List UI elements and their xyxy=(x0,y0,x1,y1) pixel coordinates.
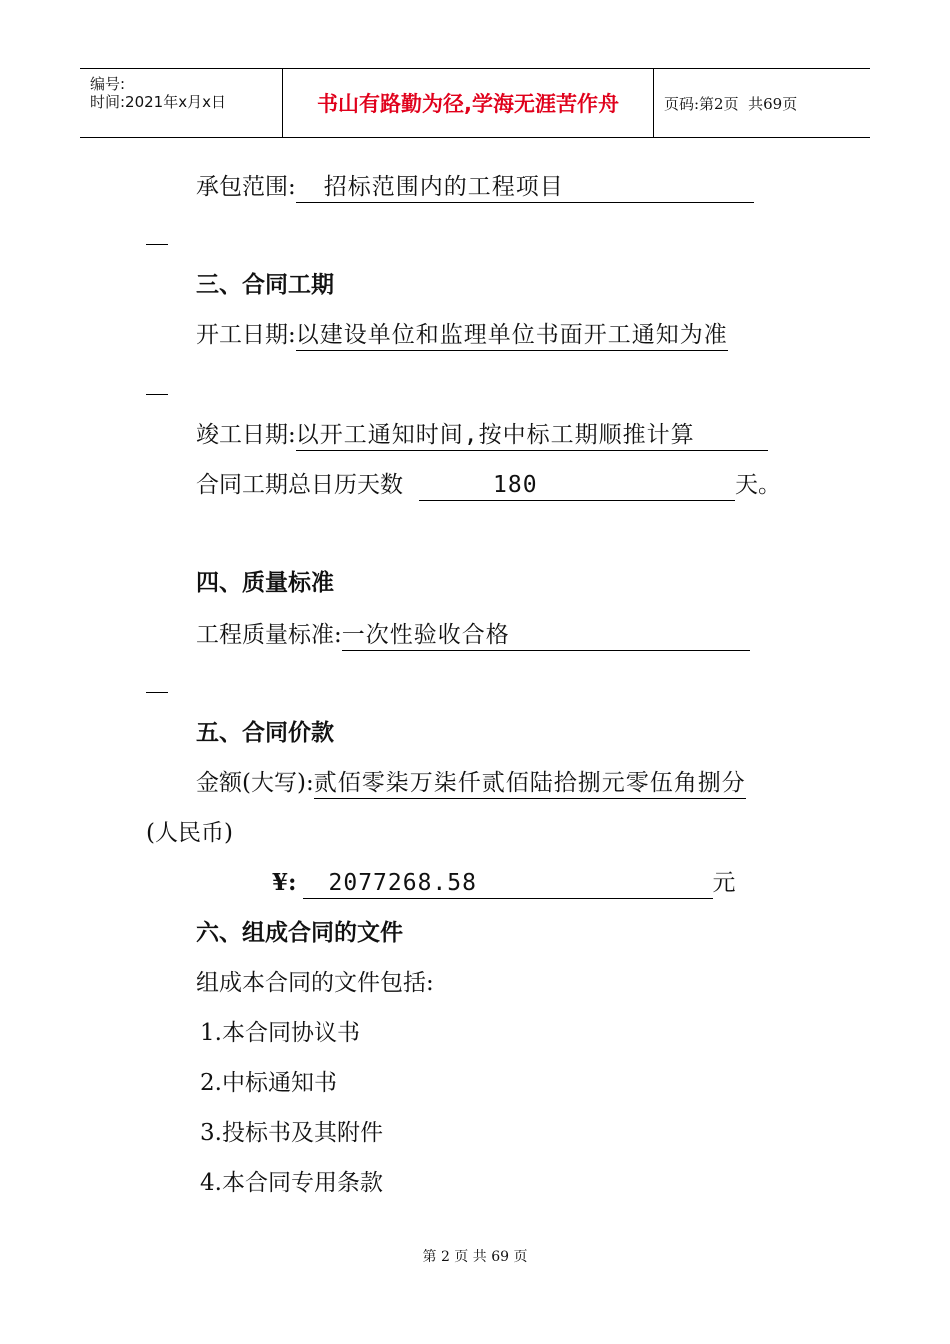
header-motto: 书山有路勤为径,学海无涯苦作舟 xyxy=(283,69,654,137)
header-page-info: 页码:第2页 共69页 xyxy=(664,94,798,113)
scope-label: 承包范围: xyxy=(196,174,296,200)
document-number-label: 编号: xyxy=(90,75,126,93)
document-time-label: 时间:2021年x月x日 xyxy=(90,93,226,111)
amount-unit: 元 xyxy=(712,870,736,896)
quality-label: 工程质量标准: xyxy=(196,622,342,648)
quality-value: 一次性验收合格 xyxy=(342,620,750,651)
quality-line xyxy=(196,620,750,651)
end-date-value: 以开工通知时间,按中标工期顺推计算 xyxy=(296,420,768,451)
section-heading-price: 五、合同价款 xyxy=(196,720,334,746)
page-header xyxy=(80,68,870,138)
amount-words-value: 贰佰零柒万柒仟贰佰陆拾捌元零伍角捌分 xyxy=(314,768,746,799)
header-page-cell xyxy=(664,69,797,137)
amount-number-line xyxy=(272,868,736,899)
total-days-label: 合同工期总日历天数 xyxy=(196,472,403,498)
start-date-line xyxy=(196,320,728,351)
end-date-label: 竣工日期: xyxy=(196,422,296,448)
currency-note: (人民币) xyxy=(146,820,233,846)
footer-page-number: 第 2 页 共 69 页 xyxy=(422,1249,528,1265)
amount-words-line xyxy=(196,768,746,799)
continuation-dash xyxy=(146,394,168,395)
document-list-item: 3.投标书及其附件 xyxy=(200,1120,383,1146)
total-days-line xyxy=(196,470,781,501)
continuation-dash xyxy=(146,244,168,245)
scope-line xyxy=(196,172,754,203)
document-list-item: 1.本合同协议书 xyxy=(200,1020,360,1046)
document-list-item: 4.本合同专用条款 xyxy=(200,1170,383,1196)
amount-number-value: 2077268.58 xyxy=(303,868,713,899)
page-footer xyxy=(0,1246,950,1266)
section-heading-documents: 六、组成合同的文件 xyxy=(196,920,403,946)
scope-value: 招标范围内的工程项目 xyxy=(296,172,754,203)
total-days-unit: 天。 xyxy=(735,472,781,498)
total-days-value: 180 xyxy=(419,470,735,501)
yen-label: ¥: xyxy=(272,869,297,896)
end-date-line xyxy=(196,420,768,451)
section-heading-quality: 四、质量标准 xyxy=(196,570,334,596)
document-list-item: 2.中标通知书 xyxy=(200,1070,337,1096)
header-meta-cell xyxy=(80,69,283,137)
section-heading-duration: 三、合同工期 xyxy=(196,272,334,298)
start-date-value: 以建设单位和监理单位书面开工通知为准 xyxy=(296,320,728,351)
continuation-dash xyxy=(146,692,168,693)
documents-intro: 组成本合同的文件包括: xyxy=(196,970,434,996)
start-date-label: 开工日期: xyxy=(196,322,296,348)
amount-words-label: 金额(大写): xyxy=(196,770,314,796)
